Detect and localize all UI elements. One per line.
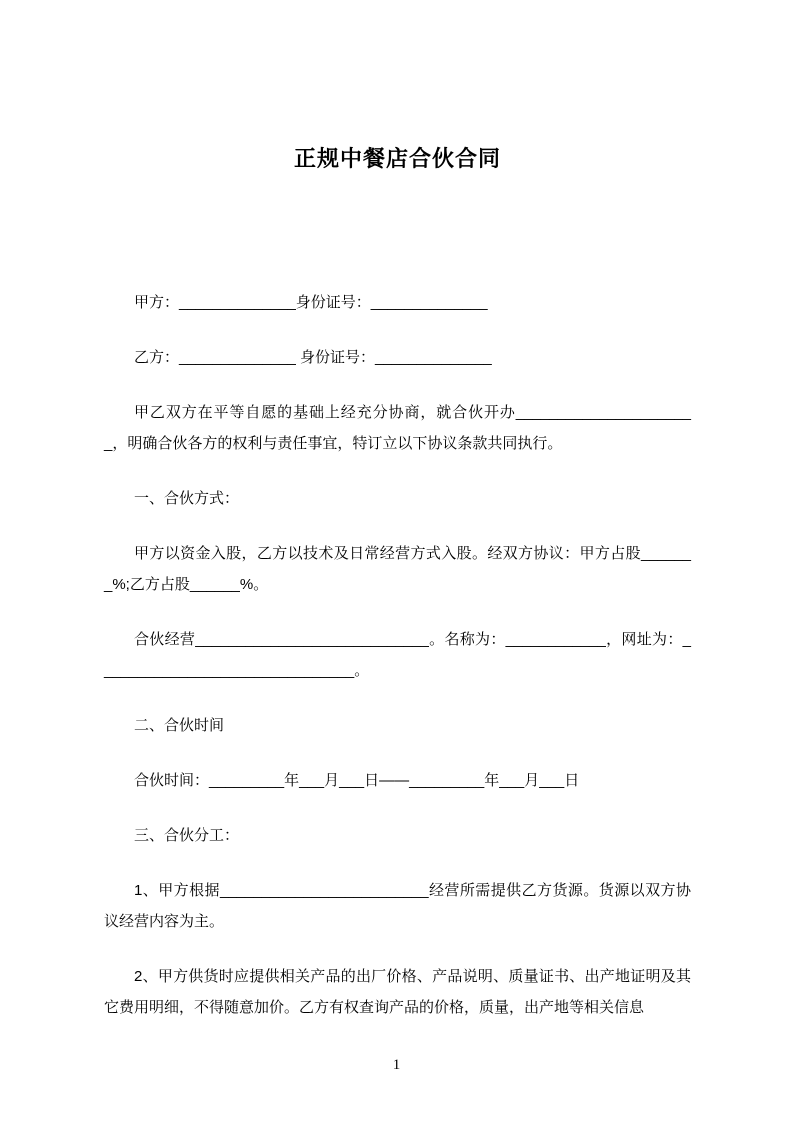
party-a-line: 甲方：______________身份证号：______________ [134, 294, 488, 311]
section-1-heading: 一、合伙方式： [134, 490, 240, 507]
section-3-item-1: 1、甲方根据_________________________经营所需提供乙方货源。货源以双方协议经营内容为主。 [104, 882, 691, 930]
page-number: 1 [392, 1057, 401, 1073]
section-2-paragraph-dates: 合伙时间：_________年___月___日——_________年___月___日 [134, 772, 580, 789]
section-3-heading: 三、合伙分工： [134, 827, 240, 844]
section-3-item-2: 2、甲方供货时应提供相关产品的出厂价格、产品说明、质量证书、出产地证明及其它费用明细，不得随意加价。乙方有权查询产品的价格，质量，出产地等相关信息 [104, 968, 691, 1016]
section-2-heading: 二、合伙时间 [134, 717, 225, 734]
party-b-line: 乙方：______________ 身份证号：______________ [134, 349, 492, 366]
section-1-paragraph-shares: 甲方以资金入股，乙方以技术及日常经营方式入股。经双方协议：甲方占股_______%;乙方占股______%。 [104, 545, 691, 593]
document-title: 正规中餐店合伙合同 [293, 146, 501, 171]
section-1-paragraph-business: 合伙经营____________________________。名称为：____________，网址为：_______________________________。 [104, 631, 691, 679]
preamble-paragraph: 甲乙双方在平等自愿的基础上经充分协商，就合伙开办______________________，明确合伙各方的权利与责任事宜，特订立以下协议条款共同执行。 [104, 404, 691, 452]
